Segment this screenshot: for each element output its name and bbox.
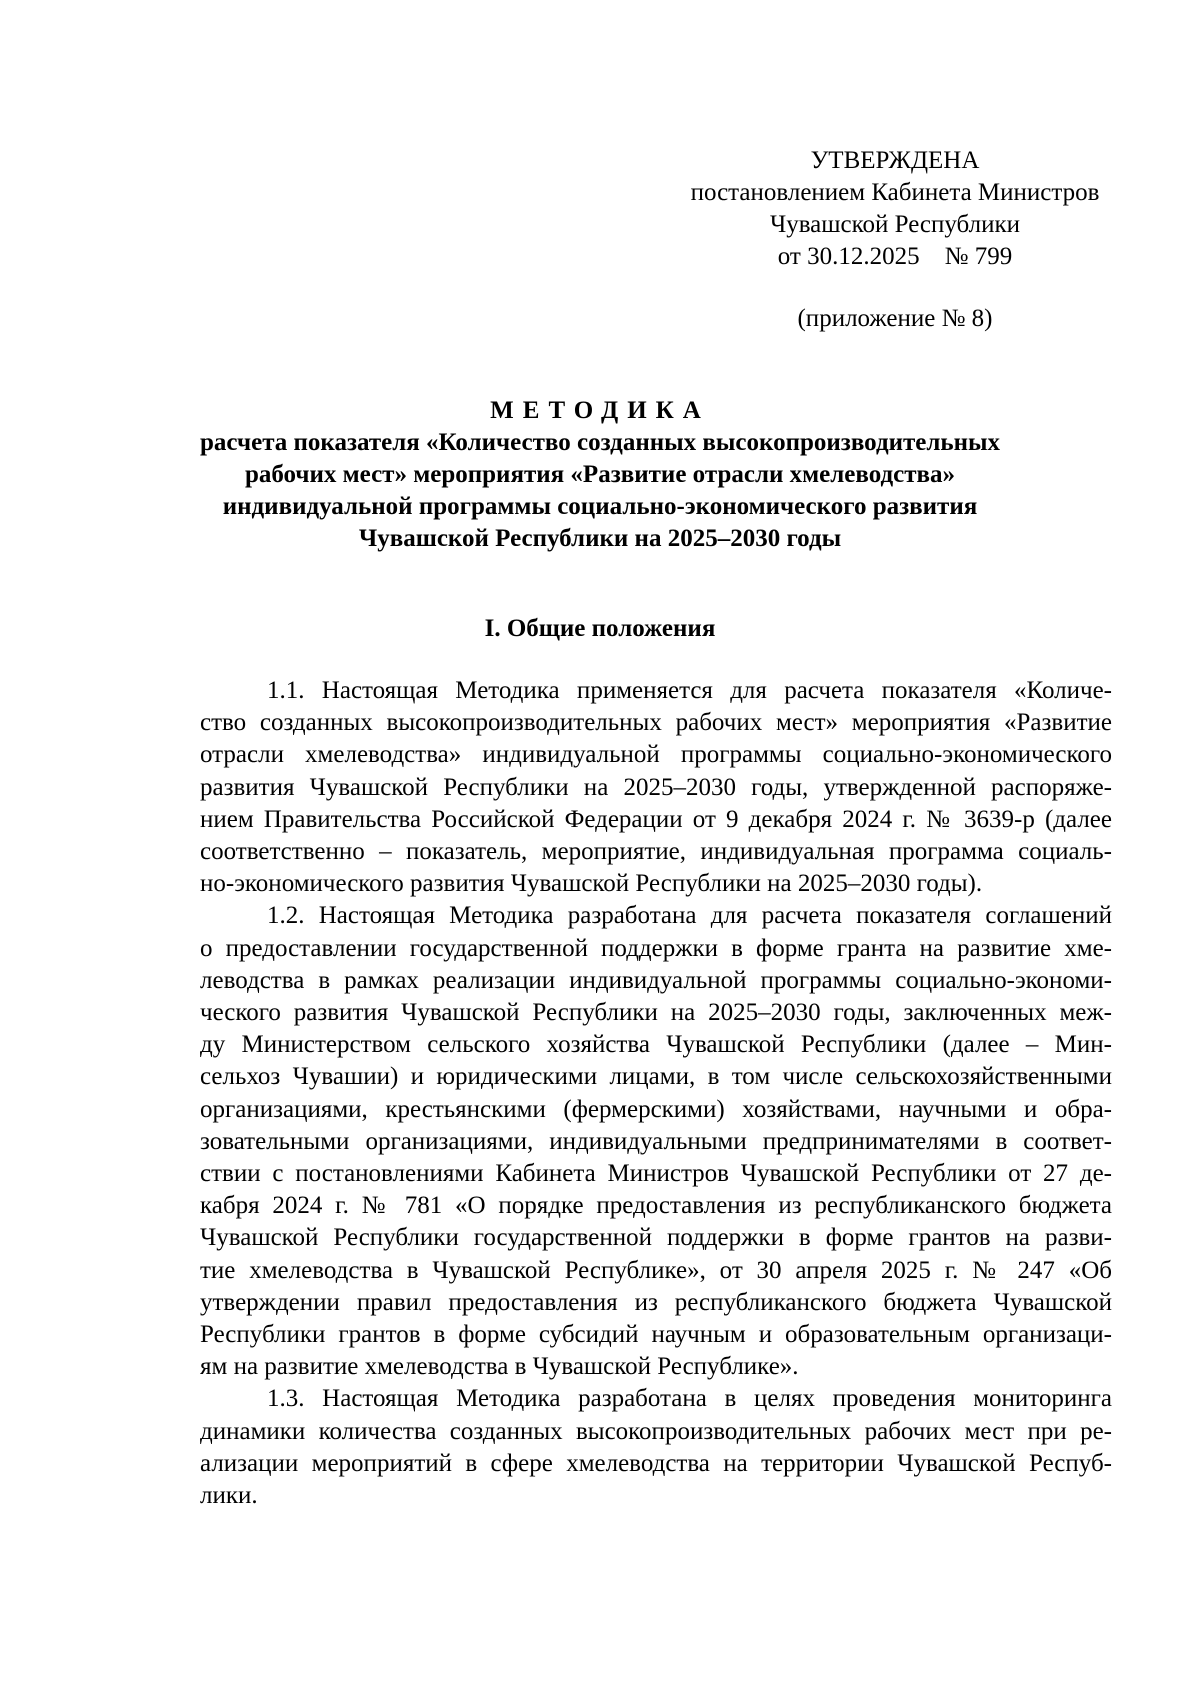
paragraph-line: динамики количества созданных высокопроизводительных рабочих мест при ре- [200, 1417, 1112, 1445]
paragraph-line: ду Министерством сельского хозяйства Чувашской Республики (далее – Мин- [200, 1031, 1112, 1059]
paragraph-1 [200, 675, 1112, 900]
paragraph-line: нием Правительства Российской Федерации от 9 декабря 2024 г. № 3639-р (далее [200, 805, 1112, 833]
paragraph-line: лики. [200, 1482, 258, 1510]
document-type: МЕТОДИКА [490, 397, 710, 424]
title-line: расчета показателя «Количество созданных высокопроизводительных [200, 429, 1001, 456]
appendix-note: (приложение № 8) [797, 305, 993, 332]
title-line: рабочих мест» мероприятия «Развитие отрасли хмелеводства» [244, 461, 956, 488]
paragraph-line: 1.3. Настоящая Методика разработана в целях проведения мониторинга [267, 1385, 1112, 1413]
document-body [200, 675, 1112, 1512]
paragraph-line: зовательными организациями, индивидуальными предпринимателями в соответ- [200, 1127, 1112, 1155]
approval-line: Чувашской Республики [769, 211, 1021, 238]
approval-date-number: от 30.12.2025 № 799 [777, 243, 1013, 270]
paragraph-line: ствии с постановлениями Кабинета Министров Чувашской Республики от 27 де- [200, 1160, 1112, 1188]
paragraph-line: но-экономического развития Чувашской Республики на 2025–2030 годы). [200, 870, 983, 898]
approval-line: УТВЕРЖДЕНА [810, 147, 980, 174]
paragraph-line: 1.1. Настоящая Методика применяется для расчета показателя «Количе- [267, 677, 1112, 704]
paragraph-line: соответственно – показатель, мероприятие, индивидуальная программа социаль- [200, 838, 1112, 866]
paragraph-line: Республики грантов в форме субсидий научным и образовательным организаци- [200, 1321, 1112, 1349]
paragraph-line: организациями, крестьянскими (фермерскими) хозяйствами, научными и обра- [200, 1095, 1112, 1123]
paragraph-line: сельхоз Чувашии) и юридическими лицами, в том числе сельскохозяйственными [200, 1063, 1112, 1091]
paragraph-line: развития Чувашской Республики на 2025–2030 годы, утвержденной распоряже- [200, 773, 1112, 801]
paragraph-3 [200, 1383, 1112, 1512]
paragraph-line: 1.2. Настоящая Методика разработана для расчета показателя соглашений [267, 902, 1112, 930]
title-line: индивидуальной программы социально-экономического развития [222, 493, 978, 520]
paragraph-line: ческого развития Чувашской Республики на 2025–2030 годы, заключенных меж- [200, 999, 1112, 1027]
paragraph-line: ство созданных высокопроизводительных рабочих мест» мероприятия «Развитие [200, 709, 1112, 737]
paragraph-line: утверждении правил предоставления из республиканского бюджета Чувашской [200, 1288, 1112, 1316]
paragraph-line: отрасли хмелеводства» индивидуальной программы социально-экономического [200, 741, 1112, 769]
paragraph-line: ям на развитие хмелеводства в Чувашской Республике». [200, 1353, 799, 1381]
paragraph-line: о предоставлении государственной поддержки в форме гранта на развитие хме- [200, 934, 1112, 962]
paragraph-line: тие хмелеводства в Чувашской Республике», от 30 апреля 2025 г. № 247 «Об [200, 1256, 1112, 1284]
paragraph-line: леводства в рамках реализации индивидуальной программы социально-экономи- [200, 966, 1112, 994]
paragraph-line: Чувашской Республики государственной поддержки в форме грантов на разви- [200, 1224, 1112, 1252]
title-line: Чувашской Республики на 2025–2030 годы [358, 525, 842, 552]
paragraph-2 [200, 900, 1112, 1383]
approval-line: постановлением Кабинета Министров [690, 179, 1100, 206]
section-heading: I. Общие положения [484, 615, 716, 642]
document-title [200, 427, 1000, 555]
approval-stamp [660, 145, 1130, 273]
paragraph-line: кабря 2024 г. № 781 «О порядке предоставления из республиканского бюджета [200, 1192, 1112, 1220]
paragraph-line: ализации мероприятий в сфере хмелеводства на территории Чувашской Респуб- [200, 1449, 1112, 1477]
